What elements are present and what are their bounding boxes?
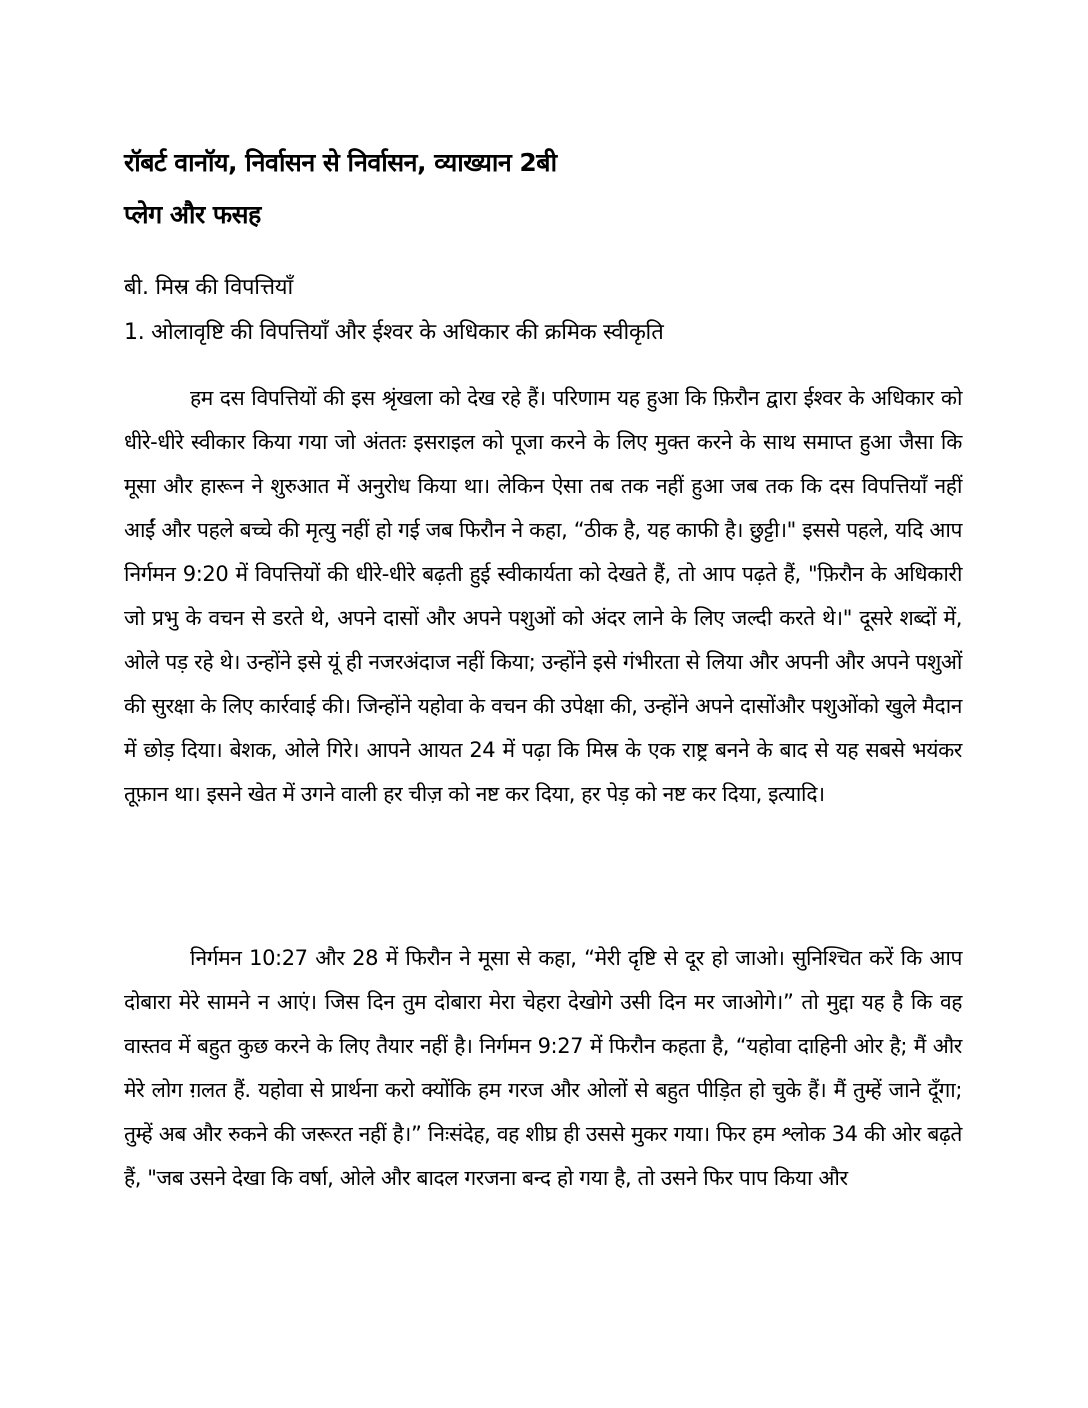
subsection-heading: 1. ओलावृष्टि की विपत्तियाँ और ईश्वर के अधिकार की क्रमिक स्वीकृति <box>124 320 664 345</box>
body-paragraph-2: निर्गमन 10:27 और 28 में फिरौन ने मूसा से कहा, “मेरी दृष्टि से दूर हो जाओ। सुनिश्चित करें कि आप दोबारा मेरे सामने न आएं। जिस दिन तुम दोबारा मेरा चेहरा देखोगे उसी दिन मर जाओगे।” तो मुद्दा यह है कि वह वास्तव में बहुत कुछ करने के लिए तैयार नहीं है। निर्गमन 9:27 में फिरौन कहता है, “यहोवा दाहिनी ओर है; मैं और मेरे लोग ग़लत हैं. यहोवा से प्रार्थना करो क्योंकि हम गरज और ओलों से बहुत पीड़ित हो चुके हैं। मैं तुम्हें जाने दूँगा; तुम्हें अब और रुकने की जरूरत नहीं है।” निःसंदेह, वह शीघ्र ही उससे मुकर गया। फिर हम श्लोक 34 की ओर बढ़ते हैं, "जब उसने देखा कि वर्षा, ओले और बादल गरजना बन्द हो गया है, तो उसने फिर पाप किया और <box>124 946 962 1190</box>
section-heading: बी. मिस्र की विपत्तियाँ <box>124 275 293 300</box>
body-paragraph-1: हम दस विपत्तियों की इस श्रृंखला को देख रहे हैं। परिणाम यह हुआ कि फ़िरौन द्वारा ईश्वर के अधिकार को धीरे-धीरे स्वीकार किया गया जो अंततः इसराइल को पूजा करने के लिए मुक्त करने के साथ समाप्त हुआ जैसा कि मूसा और हारून ने शुरुआत में अनुरोध किया था। लेकिन ऐसा तब तक नहीं हुआ जब तक कि दस विपत्तियाँ नहीं आईं और पहले बच्चे की मृत्यु नहीं हो गई जब फिरौन ने कहा, “ठीक है, यह काफी है। छुट्टी।" इससे पहले, यदि आप निर्गमन 9:20 में विपत्तियों की धीरे-धीरे बढ़ती हुई स्वीकार्यता को देखते हैं, तो आप पढ़ते हैं, "फ़िरौन के अधिकारी जो प्रभु के वचन से डरते थे, अपने दासों और अपने पशुओं को अंदर लाने के लिए जल्दी करते थे।" दूसरे शब्दों में, ओले पड़ रहे थे। उन्होंने इसे यूं ही नजरअंदाज नहीं किया; उन्होंने इसे गंभीरता से लिया और अपनी और अपने पशुओं की सुरक्षा के लिए कार्रवाई की। जिन्होंने यहोवा के वचन की उपेक्षा की, उन्होंने अपने दासोंऔर पशुओंको खुले मैदान में छोड़ दिया। बेशक, ओले गिरे। आपने आयत 24 में पढ़ा कि मिस्र के एक राष्ट्र बनने के बाद से यह सबसे भयंकर तूफ़ान था। इसने खेत में उगने वाली हर चीज़ को नष्ट कर दिया, हर पेड़ को नष्ट कर दिया, इत्यादि। <box>124 386 962 806</box>
document-subtitle: प्लेग और फसह <box>124 200 261 229</box>
document-title: रॉबर्ट वानॉय, निर्वासन से निर्वासन, व्याख्यान 2बी <box>124 148 557 177</box>
